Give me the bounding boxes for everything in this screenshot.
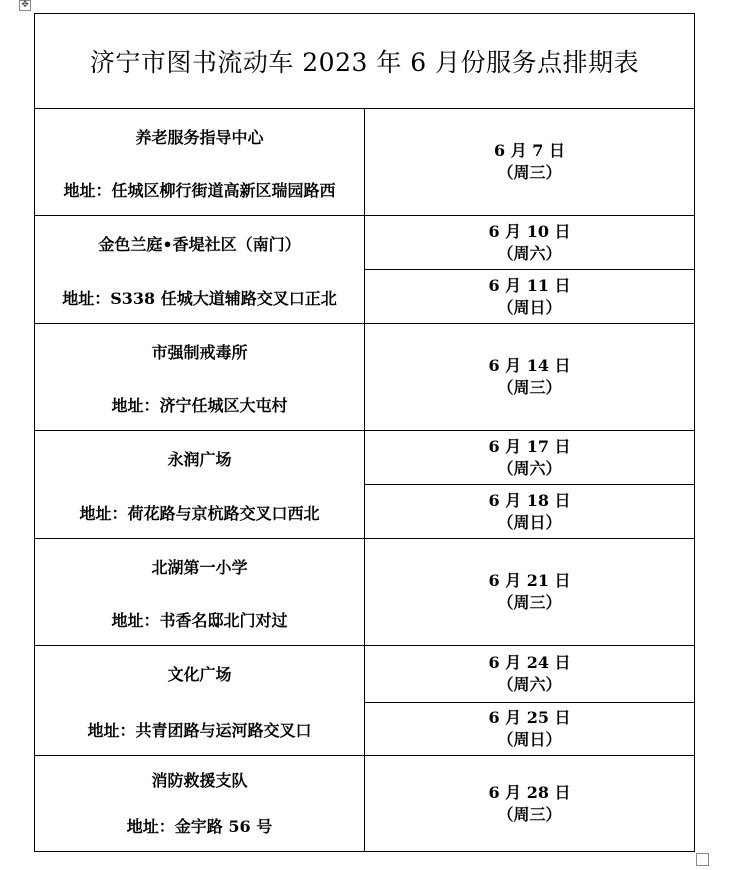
date: 6 月 10 日 (488, 221, 571, 241)
date: 6 月 28 日 (488, 782, 571, 802)
place-cell (35, 539, 365, 646)
date-cell (365, 109, 695, 216)
place-name: 永润广场 (167, 450, 232, 469)
place-name: 消防救援支队 (151, 771, 248, 790)
weekday: （周日） (497, 730, 562, 749)
weekday: （周日） (497, 512, 562, 532)
title-row (35, 14, 695, 109)
weekday: （周三） (497, 593, 562, 612)
date: 6 月 21 日 (488, 571, 571, 590)
schedule-table (34, 13, 695, 852)
place-address: 地址：济宁任城区大屯村 (111, 396, 288, 415)
date-cell (365, 270, 695, 324)
page-title: 济宁市图书流动车 2023 年 6 月份服务点排期表 (89, 48, 640, 77)
place-address: 地址：书香名邸北门对过 (111, 611, 288, 630)
table-row (35, 646, 695, 703)
table-row (35, 431, 695, 485)
place-name: 市强制戒毒所 (151, 343, 248, 362)
place-cell (35, 756, 365, 852)
place-address: 地址：S338 任城大道辅路交叉口正北 (62, 289, 337, 308)
date-cell (365, 646, 695, 703)
table-row (35, 324, 695, 431)
place-name: 养老服务指导中心 (135, 128, 264, 147)
date: 6 月 7 日 (494, 141, 565, 160)
date-cell (365, 216, 695, 270)
weekday: （周六） (497, 243, 562, 263)
place-cell (35, 324, 365, 431)
place-address: 地址：金宇路 56 号 (126, 817, 273, 836)
date: 6 月 25 日 (488, 708, 571, 727)
weekday: （周三） (497, 804, 562, 824)
date-cell (365, 324, 695, 431)
date: 6 月 24 日 (488, 653, 571, 672)
place-address: 地址：荷花路与京杭路交叉口西北 (79, 504, 320, 523)
date-cell (365, 539, 695, 646)
place-cell (35, 216, 365, 324)
weekday: （周日） (497, 297, 562, 317)
date-cell (365, 485, 695, 539)
table-row (35, 756, 695, 852)
date-cell (365, 431, 695, 485)
place-cell (35, 646, 365, 756)
weekday: （周六） (497, 458, 562, 478)
title-cell (35, 14, 695, 109)
date-cell (365, 756, 695, 852)
place-cell (35, 431, 365, 539)
table-row (35, 109, 695, 216)
place-address: 地址：任城区柳行街道高新区瑞园路西 (63, 181, 336, 200)
place-name: 文化广场 (167, 665, 232, 684)
table-row (35, 539, 695, 646)
weekday: （周三） (497, 163, 562, 182)
place-name: 北湖第一小学 (151, 558, 248, 577)
date: 6 月 11 日 (488, 275, 571, 295)
date-cell (365, 703, 695, 756)
weekday: （周六） (497, 675, 562, 694)
place-address: 地址：共青团路与运河路交叉口 (87, 721, 312, 740)
table-resize-handle[interactable] (696, 853, 709, 866)
place-name: 金色兰庭•香堤社区（南门） (98, 235, 301, 254)
date: 6 月 17 日 (488, 436, 571, 456)
table-move-handle-icon[interactable]: ✥ (19, 0, 31, 11)
table-row (35, 216, 695, 270)
weekday: （周三） (497, 378, 562, 397)
date: 6 月 14 日 (488, 356, 571, 375)
place-cell (35, 109, 365, 216)
date: 6 月 18 日 (488, 490, 571, 510)
